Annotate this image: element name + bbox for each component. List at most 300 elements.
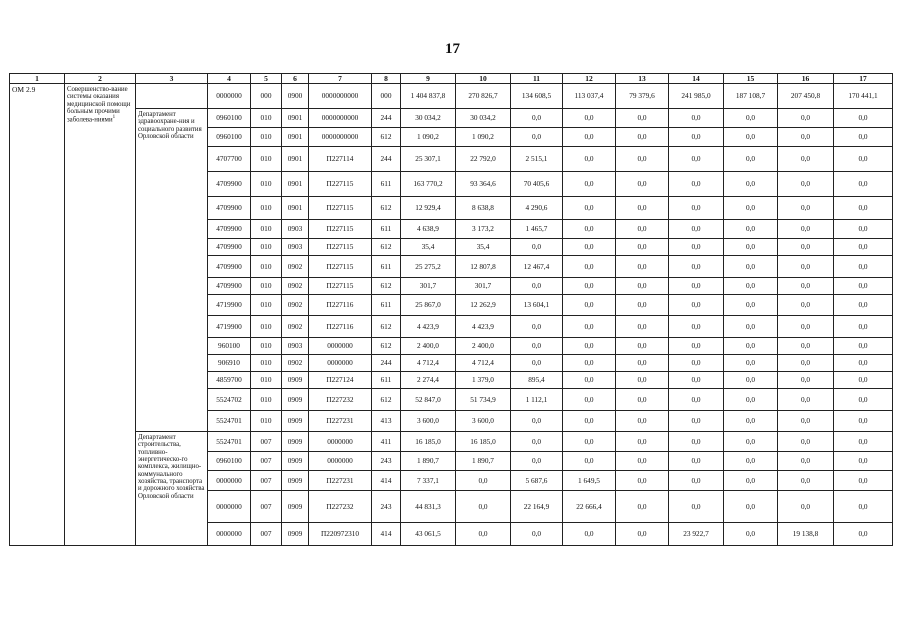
- amount-cell: 1 465,7: [511, 220, 563, 239]
- header-cell: 9: [401, 74, 456, 84]
- header-cell: 4: [208, 74, 251, 84]
- amount-cell: 0,0: [778, 432, 834, 452]
- amount-cell: 0,0: [563, 372, 616, 389]
- code-cell: 0000000: [309, 355, 372, 372]
- header-cell: 3: [136, 74, 208, 84]
- header-cell: 10: [456, 74, 511, 84]
- amount-cell: 5 687,6: [511, 471, 563, 491]
- header-cell: 16: [778, 74, 834, 84]
- measure-name: Совершенство-вание системы оказания медицинской помощи больным прочими заболева-ниями: [67, 86, 131, 124]
- amount-cell: 0,0: [834, 220, 893, 239]
- code-cell: 4709900: [208, 256, 251, 278]
- amount-cell: 3 600,0: [401, 411, 456, 432]
- code-cell: П227116: [309, 295, 372, 316]
- code-cell: 010: [251, 109, 282, 128]
- code-cell: 960100: [208, 338, 251, 355]
- code-cell: 0902: [282, 355, 309, 372]
- amount-cell: 0,0: [563, 338, 616, 355]
- amount-cell: 1 090,2: [401, 128, 456, 147]
- code-cell: 612: [372, 239, 401, 256]
- amount-cell: 3 600,0: [456, 411, 511, 432]
- header-cell: 7: [309, 74, 372, 84]
- code-cell: 0000000: [208, 491, 251, 523]
- amount-cell: 301,7: [401, 278, 456, 295]
- amount-cell: 0,0: [616, 338, 669, 355]
- amount-cell: 0,0: [834, 147, 893, 172]
- header-cell: 12: [563, 74, 616, 84]
- amount-cell: 0,0: [724, 147, 778, 172]
- amount-cell: 0,0: [724, 172, 778, 197]
- amount-cell: 0,0: [563, 147, 616, 172]
- header-cell: 5: [251, 74, 282, 84]
- amount-cell: 0,0: [778, 295, 834, 316]
- amount-cell: 0,0: [669, 389, 724, 411]
- amount-cell: 0,0: [669, 109, 724, 128]
- amount-cell: 0,0: [616, 432, 669, 452]
- amount-cell: 0,0: [724, 295, 778, 316]
- amount-cell: 3 173,2: [456, 220, 511, 239]
- code-cell: 0909: [282, 411, 309, 432]
- amount-cell: 0,0: [724, 220, 778, 239]
- amount-cell: 0,0: [511, 128, 563, 147]
- header-cell: 1: [10, 74, 65, 84]
- code-cell: 000: [251, 84, 282, 109]
- amount-cell: 0,0: [669, 372, 724, 389]
- code-cell: П227232: [309, 491, 372, 523]
- code-cell: 4707700: [208, 147, 251, 172]
- amount-cell: 12 467,4: [511, 256, 563, 278]
- code-cell: 0902: [282, 278, 309, 295]
- code-cell: 4719900: [208, 316, 251, 338]
- code-cell: 244: [372, 147, 401, 172]
- amount-cell: 0,0: [778, 172, 834, 197]
- code-cell: 5524701: [208, 432, 251, 452]
- amount-cell: 0,0: [724, 278, 778, 295]
- amount-cell: 0,0: [778, 372, 834, 389]
- amount-cell: 93 364,6: [456, 172, 511, 197]
- amount-cell: 0,0: [834, 239, 893, 256]
- amount-cell: 0,0: [563, 172, 616, 197]
- code-cell: 244: [372, 109, 401, 128]
- code-cell: 0903: [282, 239, 309, 256]
- amount-cell: 79 379,6: [616, 84, 669, 109]
- amount-cell: 0,0: [834, 295, 893, 316]
- amount-cell: 0,0: [563, 278, 616, 295]
- amount-cell: 187 108,7: [724, 84, 778, 109]
- amount-cell: 0,0: [563, 239, 616, 256]
- amount-cell: 0,0: [778, 197, 834, 220]
- amount-cell: 0,0: [616, 147, 669, 172]
- code-cell: 414: [372, 523, 401, 546]
- code-cell: 0909: [282, 389, 309, 411]
- code-cell: 0000000000: [309, 84, 372, 109]
- amount-cell: 0,0: [669, 278, 724, 295]
- amount-cell: 0,0: [834, 278, 893, 295]
- amount-cell: 0,0: [563, 256, 616, 278]
- code-cell: П227232: [309, 389, 372, 411]
- code-cell: 0000000: [309, 432, 372, 452]
- amount-cell: 0,0: [834, 316, 893, 338]
- amount-cell: 0,0: [834, 372, 893, 389]
- amount-cell: 4 423,9: [456, 316, 511, 338]
- code-cell: 4709900: [208, 220, 251, 239]
- amount-cell: 0,0: [724, 355, 778, 372]
- amount-cell: 0,0: [616, 355, 669, 372]
- amount-cell: 270 826,7: [456, 84, 511, 109]
- amount-cell: 1 090,2: [456, 128, 511, 147]
- amount-cell: 0,0: [778, 278, 834, 295]
- amount-cell: 0,0: [616, 411, 669, 432]
- amount-cell: 1 890,7: [401, 452, 456, 471]
- amount-cell: 0,0: [669, 355, 724, 372]
- code-cell: 0909: [282, 372, 309, 389]
- measure-code-cell: ОМ 2.9: [10, 84, 65, 546]
- amount-cell: 0,0: [834, 389, 893, 411]
- amount-cell: 0,0: [724, 128, 778, 147]
- code-cell: 4719900: [208, 295, 251, 316]
- code-cell: 414: [372, 471, 401, 491]
- amount-cell: 1 112,1: [511, 389, 563, 411]
- amount-cell: 0,0: [563, 355, 616, 372]
- code-cell: 0900: [282, 84, 309, 109]
- amount-cell: 0,0: [511, 239, 563, 256]
- amount-cell: 1 379,0: [456, 372, 511, 389]
- amount-cell: 0,0: [724, 523, 778, 546]
- code-cell: 612: [372, 389, 401, 411]
- amount-cell: 0,0: [511, 432, 563, 452]
- code-cell: П227115: [309, 278, 372, 295]
- code-cell: 010: [251, 316, 282, 338]
- code-cell: 0960100: [208, 128, 251, 147]
- amount-cell: 0,0: [511, 278, 563, 295]
- code-cell: 0901: [282, 147, 309, 172]
- amount-cell: 0,0: [669, 452, 724, 471]
- amount-cell: 1 649,5: [563, 471, 616, 491]
- amount-cell: 0,0: [616, 239, 669, 256]
- header-cell: 14: [669, 74, 724, 84]
- amount-cell: 30 034,2: [401, 109, 456, 128]
- amount-cell: 16 185,0: [401, 432, 456, 452]
- code-cell: 0960100: [208, 452, 251, 471]
- amount-cell: 23 922,7: [669, 523, 724, 546]
- code-cell: 612: [372, 278, 401, 295]
- amount-cell: 241 985,0: [669, 84, 724, 109]
- code-cell: П227115: [309, 197, 372, 220]
- code-cell: 010: [251, 128, 282, 147]
- amount-cell: 1 404 837,8: [401, 84, 456, 109]
- amount-cell: 0,0: [669, 411, 724, 432]
- amount-cell: 0,0: [834, 452, 893, 471]
- amount-cell: 0,0: [669, 220, 724, 239]
- code-cell: П227115: [309, 256, 372, 278]
- code-cell: 4709900: [208, 278, 251, 295]
- amount-cell: 0,0: [778, 338, 834, 355]
- code-cell: 0000000000: [309, 109, 372, 128]
- amount-cell: 0,0: [563, 452, 616, 471]
- code-cell: 0903: [282, 220, 309, 239]
- code-cell: П227115: [309, 220, 372, 239]
- code-cell: 611: [372, 172, 401, 197]
- code-cell: 244: [372, 355, 401, 372]
- amount-cell: 0,0: [778, 256, 834, 278]
- code-cell: П220972310: [309, 523, 372, 546]
- amount-cell: 0,0: [669, 491, 724, 523]
- amount-cell: 0,0: [456, 523, 511, 546]
- amount-cell: 12 807,8: [456, 256, 511, 278]
- amount-cell: 0,0: [834, 523, 893, 546]
- code-cell: 611: [372, 220, 401, 239]
- amount-cell: 0,0: [778, 147, 834, 172]
- code-cell: П227115: [309, 239, 372, 256]
- amount-cell: 0,0: [669, 316, 724, 338]
- amount-cell: 0,0: [511, 452, 563, 471]
- amount-cell: 0,0: [834, 172, 893, 197]
- amount-cell: 0,0: [616, 491, 669, 523]
- amount-cell: 0,0: [778, 239, 834, 256]
- code-cell: П227116: [309, 316, 372, 338]
- amount-cell: 12 262,9: [456, 295, 511, 316]
- amount-cell: 0,0: [563, 128, 616, 147]
- amount-cell: 0,0: [616, 109, 669, 128]
- amount-cell: 16 185,0: [456, 432, 511, 452]
- amount-cell: 8 638,8: [456, 197, 511, 220]
- code-cell: 0902: [282, 256, 309, 278]
- amount-cell: 7 337,1: [401, 471, 456, 491]
- code-cell: 010: [251, 389, 282, 411]
- code-cell: 4859700: [208, 372, 251, 389]
- amount-cell: 0,0: [724, 197, 778, 220]
- header-cell: 2: [65, 74, 136, 84]
- executor-cell: Департамент строительства, топливно-энергетическо-го комплекса, жилищно-коммунального хозяйства, транспорта и дорожного хозяйства Орловской области: [136, 432, 208, 546]
- amount-cell: 0,0: [669, 147, 724, 172]
- amount-cell: 0,0: [669, 295, 724, 316]
- amount-cell: 0,0: [616, 452, 669, 471]
- amount-cell: 0,0: [563, 316, 616, 338]
- amount-cell: 0,0: [778, 411, 834, 432]
- amount-cell: 0,0: [834, 355, 893, 372]
- amount-cell: 301,7: [456, 278, 511, 295]
- code-cell: 010: [251, 147, 282, 172]
- code-cell: 0909: [282, 471, 309, 491]
- amount-cell: 25 867,0: [401, 295, 456, 316]
- code-cell: 4709900: [208, 239, 251, 256]
- code-cell: 0960100: [208, 109, 251, 128]
- code-cell: 612: [372, 128, 401, 147]
- amount-cell: 0,0: [778, 471, 834, 491]
- executor-cell: Департамент здравоохране-ния и социального развития Орловской области: [136, 109, 208, 432]
- amount-cell: 163 770,2: [401, 172, 456, 197]
- amount-cell: 12 929,4: [401, 197, 456, 220]
- budget-table: [9, 73, 893, 546]
- amount-cell: 0,0: [834, 109, 893, 128]
- amount-cell: 25 307,1: [401, 147, 456, 172]
- code-cell: 010: [251, 256, 282, 278]
- amount-cell: 0,0: [778, 220, 834, 239]
- amount-cell: 0,0: [563, 432, 616, 452]
- amount-cell: 113 037,4: [563, 84, 616, 109]
- amount-cell: 0,0: [724, 109, 778, 128]
- amount-cell: 0,0: [724, 471, 778, 491]
- amount-cell: 895,4: [511, 372, 563, 389]
- amount-cell: 2 400,0: [401, 338, 456, 355]
- amount-cell: 0,0: [511, 355, 563, 372]
- amount-cell: 0,0: [724, 316, 778, 338]
- code-cell: 007: [251, 452, 282, 471]
- amount-cell: 4 638,9: [401, 220, 456, 239]
- amount-cell: 30 034,2: [456, 109, 511, 128]
- amount-cell: 0,0: [724, 256, 778, 278]
- code-cell: 0000000: [309, 452, 372, 471]
- amount-cell: 0,0: [834, 338, 893, 355]
- code-cell: 0000000: [208, 523, 251, 546]
- amount-cell: 0,0: [669, 256, 724, 278]
- page-number: 17: [445, 41, 460, 57]
- code-cell: 0902: [282, 316, 309, 338]
- amount-cell: 0,0: [724, 491, 778, 523]
- amount-cell: 2 274,4: [401, 372, 456, 389]
- measure-name-cell: [65, 84, 136, 546]
- amount-cell: 0,0: [724, 239, 778, 256]
- amount-cell: 51 734,9: [456, 389, 511, 411]
- code-cell: 0909: [282, 523, 309, 546]
- table-row: [10, 84, 893, 109]
- code-cell: 411: [372, 432, 401, 452]
- code-cell: П227115: [309, 172, 372, 197]
- code-cell: 010: [251, 220, 282, 239]
- amount-cell: 4 423,9: [401, 316, 456, 338]
- header-row: [10, 74, 893, 84]
- header-cell: 17: [834, 74, 893, 84]
- code-cell: 243: [372, 452, 401, 471]
- amount-cell: 0,0: [616, 471, 669, 491]
- code-cell: 0901: [282, 197, 309, 220]
- code-cell: 010: [251, 295, 282, 316]
- amount-cell: 70 405,6: [511, 172, 563, 197]
- amount-cell: 0,0: [724, 432, 778, 452]
- code-cell: 000: [372, 84, 401, 109]
- code-cell: 007: [251, 471, 282, 491]
- amount-cell: 35,4: [401, 239, 456, 256]
- amount-cell: 52 847,0: [401, 389, 456, 411]
- amount-cell: 0,0: [669, 128, 724, 147]
- code-cell: 010: [251, 197, 282, 220]
- table-row: [10, 432, 893, 452]
- amount-cell: 0,0: [778, 128, 834, 147]
- amount-cell: 2 515,1: [511, 147, 563, 172]
- amount-cell: 0,0: [724, 338, 778, 355]
- amount-cell: 0,0: [616, 389, 669, 411]
- code-cell: 0000000: [208, 84, 251, 109]
- header-cell: 11: [511, 74, 563, 84]
- code-cell: 007: [251, 491, 282, 523]
- code-cell: 4709900: [208, 172, 251, 197]
- amount-cell: 0,0: [563, 389, 616, 411]
- code-cell: 4709900: [208, 197, 251, 220]
- code-cell: 0909: [282, 491, 309, 523]
- code-cell: 007: [251, 432, 282, 452]
- amount-cell: 0,0: [456, 491, 511, 523]
- code-cell: 010: [251, 239, 282, 256]
- amount-cell: 0,0: [669, 172, 724, 197]
- amount-cell: 170 441,1: [834, 84, 893, 109]
- code-cell: 611: [372, 256, 401, 278]
- amount-cell: 0,0: [616, 220, 669, 239]
- code-cell: П227114: [309, 147, 372, 172]
- code-cell: П227231: [309, 471, 372, 491]
- amount-cell: 0,0: [669, 432, 724, 452]
- code-cell: 010: [251, 372, 282, 389]
- amount-cell: 0,0: [778, 316, 834, 338]
- code-cell: 0909: [282, 432, 309, 452]
- amount-cell: 44 831,3: [401, 491, 456, 523]
- amount-cell: 0,0: [563, 411, 616, 432]
- amount-cell: 19 138,8: [778, 523, 834, 546]
- code-cell: 010: [251, 278, 282, 295]
- amount-cell: 0,0: [511, 523, 563, 546]
- code-cell: 612: [372, 197, 401, 220]
- amount-cell: 2 400,0: [456, 338, 511, 355]
- table-row: [10, 109, 893, 128]
- amount-cell: 22 164,9: [511, 491, 563, 523]
- code-cell: П227124: [309, 372, 372, 389]
- amount-cell: 13 604,1: [511, 295, 563, 316]
- amount-cell: 0,0: [616, 256, 669, 278]
- code-cell: 413: [372, 411, 401, 432]
- amount-cell: 0,0: [834, 197, 893, 220]
- amount-cell: 0,0: [669, 239, 724, 256]
- amount-cell: 0,0: [563, 220, 616, 239]
- amount-cell: 22 792,0: [456, 147, 511, 172]
- code-cell: 611: [372, 295, 401, 316]
- code-cell: 0903: [282, 338, 309, 355]
- code-cell: 243: [372, 491, 401, 523]
- code-cell: 010: [251, 411, 282, 432]
- code-cell: 612: [372, 338, 401, 355]
- amount-cell: 0,0: [834, 128, 893, 147]
- code-cell: 0000000000: [309, 128, 372, 147]
- amount-cell: 25 275,2: [401, 256, 456, 278]
- amount-cell: 22 666,4: [563, 491, 616, 523]
- header-cell: 8: [372, 74, 401, 84]
- amount-cell: 0,0: [563, 295, 616, 316]
- footnote-mark: 1: [112, 115, 116, 121]
- amount-cell: 0,0: [834, 411, 893, 432]
- amount-cell: 0,0: [616, 197, 669, 220]
- amount-cell: 1 890,7: [456, 452, 511, 471]
- amount-cell: 0,0: [724, 372, 778, 389]
- amount-cell: 0,0: [563, 523, 616, 546]
- code-cell: 0901: [282, 128, 309, 147]
- amount-cell: 0,0: [834, 471, 893, 491]
- amount-cell: 0,0: [724, 389, 778, 411]
- amount-cell: 0,0: [778, 452, 834, 471]
- table-body: [10, 74, 893, 546]
- header-cell: 6: [282, 74, 309, 84]
- amount-cell: 0,0: [563, 197, 616, 220]
- amount-cell: 0,0: [778, 355, 834, 372]
- amount-cell: 0,0: [511, 338, 563, 355]
- code-cell: 612: [372, 316, 401, 338]
- amount-cell: 0,0: [616, 523, 669, 546]
- code-cell: 611: [372, 372, 401, 389]
- amount-cell: 0,0: [616, 172, 669, 197]
- amount-cell: 0,0: [669, 197, 724, 220]
- code-cell: 0000000: [208, 471, 251, 491]
- code-cell: 0901: [282, 109, 309, 128]
- amount-cell: 0,0: [616, 316, 669, 338]
- code-cell: 010: [251, 172, 282, 197]
- amount-cell: 134 608,5: [511, 84, 563, 109]
